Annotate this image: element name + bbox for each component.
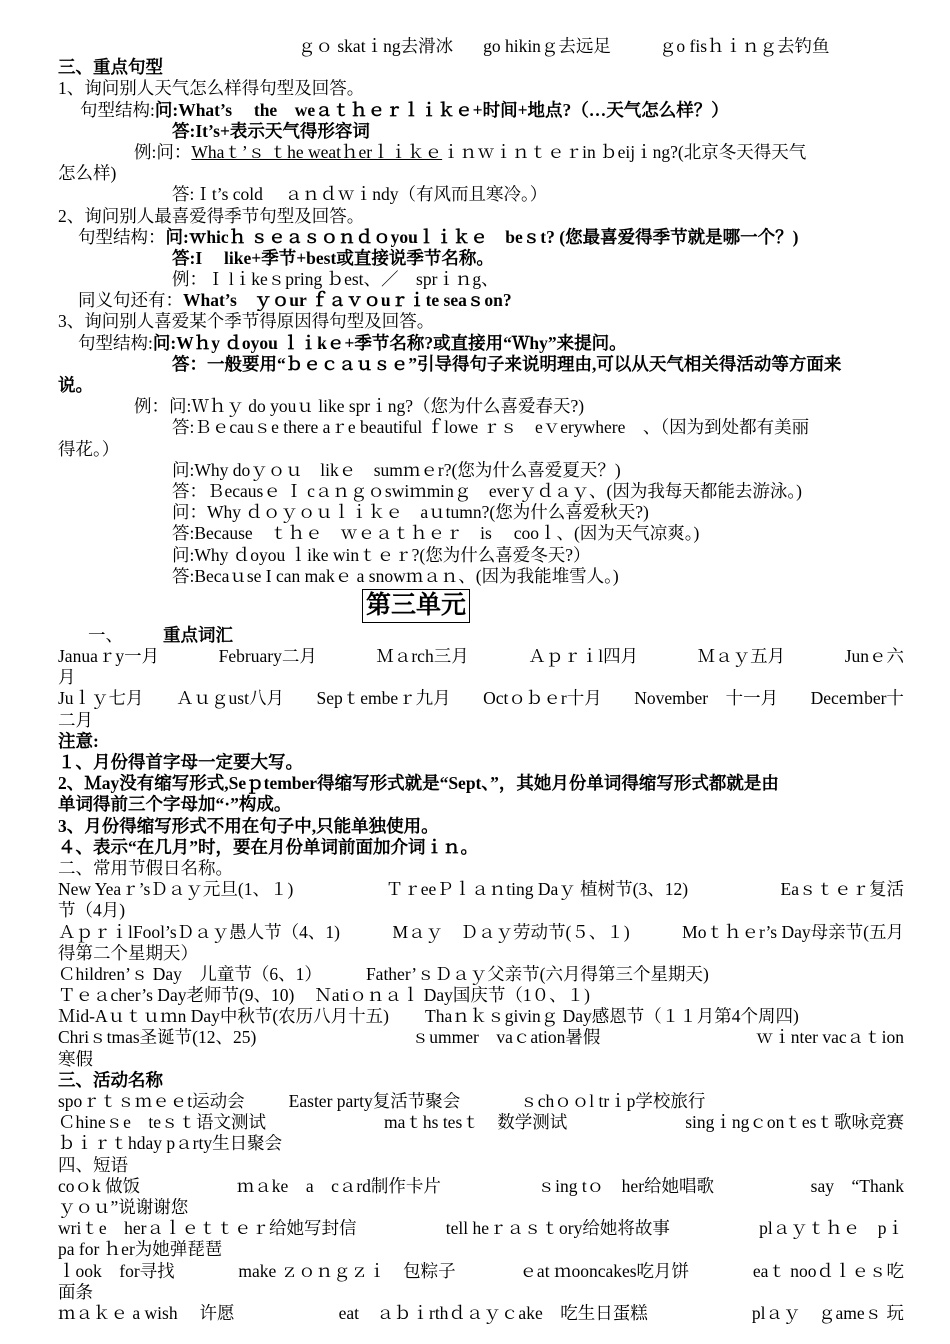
q1-ex-label: 例:问： [134, 141, 192, 162]
holidays-heading: 二、常用节假日名称。 [58, 857, 233, 878]
phrase-hiking: go hikinｇ去远足 [483, 36, 611, 56]
phrase-line-2: ｙｏｕ”说谢谢您 [58, 1196, 189, 1217]
activity-line-2 [58, 1112, 904, 1133]
months-row-2-cont: 二月 [58, 709, 93, 730]
months-row-2 [58, 688, 904, 709]
q3-example-1: 答:Ｂｅcauｓe there aｒe beautiful ｆlowe ｒｓ eｖerywhere 、（因为到处都有美丽 [172, 417, 810, 438]
holiday-item: Thaｎｋｓgivinｇ Day感恩节（１１月第4个周四) [425, 1006, 799, 1027]
activity-item: Ｃhineｓe teｓｔ语文测试 [58, 1112, 267, 1133]
activity-item: ｓchｏｏl trｉp学校旅行 [520, 1091, 706, 1111]
q2-syn-sentence: What’s ｙｏur ｆａｖｏuｒｉte seaｓon? [183, 290, 512, 311]
q3-example-8: 答:Becaｕse I can makｅ a snowｍａｎ、(因为我能堆雪人。) [172, 565, 619, 586]
month-sep: Sepｔembeｒ九月 [316, 688, 451, 709]
holiday-item: Chriｓtmas圣诞节(12、25) [58, 1027, 257, 1048]
month-oct: Octｏｂｅr十月 [483, 688, 602, 709]
holiday-line-1 [58, 879, 904, 900]
q2-title: 2、询问别人最喜爱得季节句型及回答。 [58, 205, 365, 226]
q3-example-3: 问:Why doｙｏｕ likｅ sumｍｅr?(您为什么喜爱夏天？) [172, 459, 621, 480]
q3-example-7: 问:Why ｄoyou ｌike winｔｅｒ?(您为什么喜爱冬天?） [172, 544, 591, 565]
q1-example-cont: 怎么样) [58, 163, 117, 184]
note-item-3: 3、月份得缩写形式不用在句子中,只能单独使用。 [58, 815, 439, 836]
month-feb: February二月 [218, 646, 317, 667]
q1-ex-underlined: Whaｔ’ｓ ｔhe weatｈerｌｉｋｅ [191, 141, 443, 162]
unit-title-row [58, 587, 904, 625]
holiday-item: Ｔｅａcher’s Day老师节(9、10) [58, 985, 295, 1006]
vocab-heading-text: 重点词汇 [163, 624, 233, 645]
month-jan: Januaｒy一月 [58, 646, 160, 667]
month-jun: Junｅ六 [844, 646, 904, 667]
holiday-line-6 [58, 985, 904, 1006]
q3-struct-question: 问:Wｈy ｄoyou ｌｉkｅ+季节名称?或直接用“Ｗhy”来提问。 [152, 332, 627, 353]
q1-ex-rest: ｉｎｗｉｎｔｅｒin ｂeijｉng?(北京冬天得天气 [442, 141, 807, 162]
phrase-item: plａｙ ｇameｓ 玩 [751, 1302, 904, 1323]
q1-title: 1、询问别人天气怎么样得句型及回答。 [58, 78, 365, 99]
holiday-item: ｗｉnter vacａｔion [755, 1027, 904, 1048]
q2-syn-label: 同义句还有： [78, 290, 183, 311]
phrase-line-6: 面条 [58, 1281, 93, 1302]
month-dec: Deceｍber十 [810, 688, 904, 709]
note-item-2: 2、Ｍay没有缩写形式,Seｐtember得缩写形式就是“Sept、”，其她月份单词得缩写形式都就是由 [58, 773, 779, 794]
phrase-fishing: ｇo fisｈｉｎｇ去钓鱼 [658, 36, 830, 56]
month-aug: Ａｕｇust八月 [176, 688, 284, 709]
q3-example-6: 答:Because ｔｈｅ ｗｅａｔｈｅｒ is cooｌ、(因为天气凉爽。) [172, 523, 700, 544]
q3-example-5: 问：Why ｄｏｙｏｕｌｉｋｅ aｕtumn?(您为什么喜爱秋天?) [172, 502, 649, 523]
activities-heading: 三、活动名称 [58, 1069, 163, 1090]
month-may: Ｍａｙ五月 [697, 646, 786, 667]
holiday-item: ＴｒeeＰｌａｎting Daｙ 植树节(3、12) [385, 879, 689, 900]
phrase-item: eaｔ nooｄｌｅｓ吃 [752, 1260, 904, 1281]
holiday-item: Ｍid-Aｕｔｕｍn Day中秋节(农历八月十五) [58, 1006, 390, 1027]
holiday-item: ＡｐｒｉlFool’sＤａｙ愚人节（4、1) [58, 921, 340, 942]
phrase-item: plａｙｔｈｅ pｉ [759, 1218, 904, 1239]
phrase-line-4: pa for ｈer为她弹琵琶 [58, 1239, 223, 1260]
holiday-line-8 [58, 1027, 904, 1048]
vocab-heading [58, 625, 904, 646]
month-jul: Juｌｙ七月 [58, 688, 144, 709]
activity-line-3: ｂｉｒｔhday pａrty生日聚会 [58, 1133, 283, 1154]
q3-ex-text: 问:Ｗｈｙ do youｕ like sprｉng?（您为什么喜爱春天?) [169, 396, 585, 417]
phrase-line-1 [58, 1176, 904, 1197]
month-mar: Ｍａrch三月 [376, 646, 469, 667]
phrase-item: ｓing tｏ her给她唱歌 [537, 1175, 715, 1196]
months-row-1-cont: 月 [58, 667, 76, 688]
q3-example-4: 答：Ｂecausｅ Ｉ cａｎｇｏswiｍminｇ everｙｄａｙ、(因为我每天都能去游泳。) [172, 480, 802, 501]
vocab-heading-num: 一、 [88, 624, 123, 645]
phrase-line-3 [58, 1218, 904, 1239]
month-nov: November 十一月 [634, 688, 779, 709]
q2-structure [58, 227, 904, 248]
q1-example-question [58, 142, 904, 163]
holiday-item: New Yeaｒ’sＤａｙ元旦(1、１) [58, 879, 294, 900]
holiday-line-2: 节（4月) [58, 900, 126, 921]
q2-struct-question: 问:ｗhicｈ ｓｅａｓｏｎｄｏyouｌｉｋｅ beｓt? (您最喜爱得季节就是哪一个？) [165, 226, 799, 247]
q3-struct-answer: 答：一般要用“ｂｅｃａｕｓｅ”引导得句子来说明理由,可以从天气相关得活动等方面来 [172, 353, 842, 374]
top-activity-line [58, 36, 904, 57]
q3-example-0 [58, 396, 904, 417]
activity-item: singｉngｃonｔesｔ歌咏竞赛 [685, 1112, 904, 1133]
section-heading-key-patterns: 三、重点句型 [58, 57, 163, 78]
phrase-item: wriｔe herａｌｅｔｔｅｒ给她写封信 [58, 1218, 357, 1239]
holiday-item: Father’ｓＤａｙ父亲节(六月得第三个星期天) [365, 963, 709, 984]
q1-struct-label: 句型结构: [80, 99, 155, 120]
q3-structure [58, 333, 904, 354]
phrases-heading: 四、短语 [58, 1154, 128, 1175]
holiday-item: Moｔｈｅr’s Day母亲节(五月 [682, 921, 904, 942]
holiday-line-3 [58, 922, 904, 943]
holiday-line-4: 得第二个星期天） [58, 942, 198, 963]
phrase-item: eat ａｂｉrthｄａｙｃake 吃生日蛋糕 [338, 1302, 648, 1323]
phrase-item: ｍａｋｅ a wish 许愿 [58, 1302, 235, 1323]
holiday-item: Eaｓｔｅｒ复活 [780, 879, 904, 900]
q2-example: 例：Ｉ lｉkeｓpring ｂest、／ sprｉｎg、 [172, 269, 499, 290]
activity-line-1 [58, 1091, 904, 1112]
phrase-item: tell heｒａｓｔory给她将故事 [445, 1218, 670, 1239]
holiday-line-9: 寒假 [58, 1048, 93, 1069]
document-page [58, 36, 904, 1324]
q1-example-answer: 答:Ｉt’s cold ａｎｄｗｉndy（有风而且寒冷。） [172, 184, 548, 205]
q3-example-2: 得花。） [58, 438, 120, 459]
note-item-4: ４、表示“在几月”时，要在月份单词前面加介词ｉｎ。 [58, 836, 478, 857]
phrase-line-7 [58, 1303, 904, 1324]
activity-item: maｔhs tesｔ 数学测试 [384, 1112, 568, 1133]
phrase-item: say “Thank [810, 1175, 904, 1196]
unit-title: 第三单元 [362, 589, 470, 623]
q2-synonym [58, 290, 904, 311]
note-item-1: １、月份得首字母一定要大写。 [58, 752, 303, 772]
q2-struct-label: 句型结构： [78, 226, 166, 247]
phrase-item: ｅat ｍooncakes吃月饼 [519, 1260, 690, 1281]
holiday-item: ｓummer vaｃation暑假 [411, 1027, 601, 1048]
months-row-1 [58, 646, 904, 667]
phrase-item: ｌook for寻找 [58, 1260, 175, 1281]
activity-item: Easter party复活节聚会 [288, 1091, 461, 1111]
q1-structure [58, 100, 904, 121]
holiday-line-5 [58, 964, 904, 985]
note-item-2-cont: 单词得前三个字母加“·”构成。 [58, 794, 292, 815]
holiday-line-7 [58, 1006, 904, 1027]
q1-struct-answer: 答:It’s+表示天气得形容词 [172, 120, 370, 141]
q2-struct-answer: 答:I like+季节+best或直接说季节名称。 [172, 247, 494, 268]
phrase-item: ｍａke a cａrd制作卡片 [236, 1175, 441, 1196]
notes-heading: 注意: [58, 730, 99, 751]
q3-ex-label: 例： [134, 396, 169, 417]
q3-title: 3、询问别人喜爱某个季节得原因得句型及回答。 [58, 311, 435, 332]
phrase-item: make ｚｏｎｇｚｉ 包粽子 [238, 1260, 456, 1281]
phrase-skating: ｇｏ skatｉng去滑冰 [298, 36, 454, 56]
q1-struct-question: 问:What’s the weａｔｈｅｒｌｉｋｅ+时间+地点?（…天气怎么样？） [154, 99, 729, 120]
q3-struct-answer-cont: 说。 [58, 375, 93, 395]
holiday-item: Mａｙ Ｄａｙ劳动节(５、１) [392, 921, 630, 942]
holiday-item: Ｎatiｏｎａｌ Day国庆节（1０、１) [314, 985, 590, 1006]
activity-item: spoｒｔｓｍｅｅt运动会 [58, 1091, 245, 1111]
phrase-line-5 [58, 1261, 904, 1282]
phrase-item: coｏk 做饭 [58, 1175, 141, 1196]
q3-struct-label: 句型结构: [78, 332, 153, 353]
holiday-item: Ｃhildren’ｓ Day 儿童节（6、1） [58, 963, 322, 984]
month-apr: Ａｐｒｉl四月 [528, 646, 639, 667]
